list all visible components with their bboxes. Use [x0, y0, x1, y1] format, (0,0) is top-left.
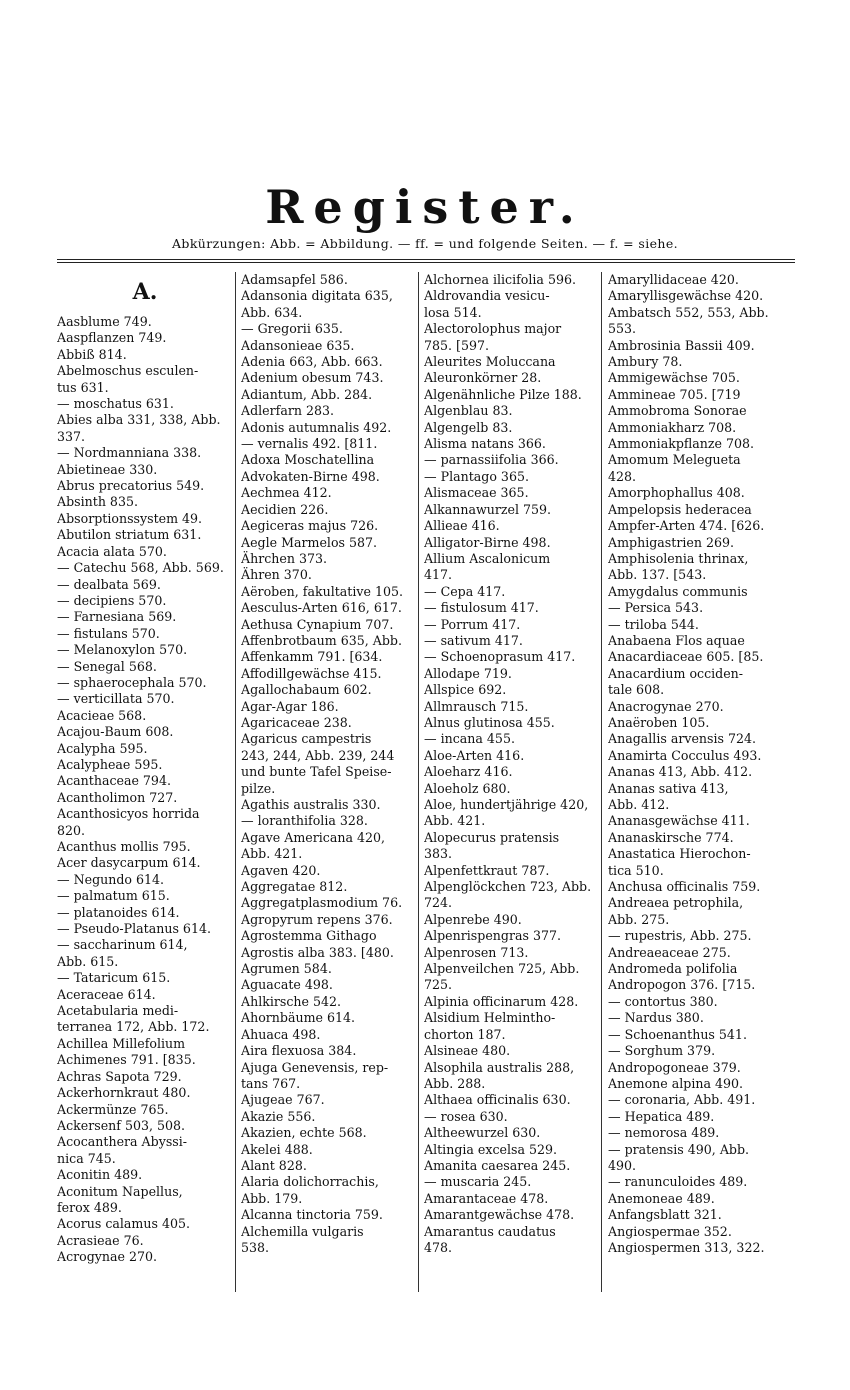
- index-entry: Alpenrispengras 377.: [424, 928, 561, 944]
- index-entry: Anabaena Flos aquae: [608, 632, 745, 648]
- index-entry: Andromeda polifolia: [608, 961, 738, 977]
- index-entry: — decipiens 570.: [57, 592, 167, 608]
- index-entry: Acanthus mollis 795.: [57, 839, 191, 854]
- index-entry: Ackermünze 765.: [57, 1101, 169, 1117]
- index-entry: — Catechu 568, Abb. 569.: [57, 560, 224, 576]
- index-entry: Aasblume 749.: [57, 314, 152, 329]
- index-entry: Ährchen 373.: [241, 550, 327, 566]
- index-entry: — muscaria 245.: [424, 1174, 532, 1190]
- index-entry: Alpenrebe 490.: [424, 911, 522, 927]
- index-entry: Agallochabaum 602.: [241, 682, 372, 698]
- index-entry: Alpenveilchen 725, Abb.: [424, 961, 580, 977]
- page-title: Register.: [265, 180, 585, 234]
- index-entry: Ahlkirsche 542.: [241, 993, 342, 1009]
- index-entry: — fistulosum 417.: [424, 600, 539, 616]
- index-entry: Alpenrosen 713.: [424, 944, 529, 960]
- index-entry: Alaria dolichorrachis,: [241, 1174, 379, 1190]
- index-entry: — Melanoxylon 570.: [57, 642, 188, 658]
- index-entry: Adansonia digitata 635,: [241, 288, 393, 304]
- index-entry: — triloba 544.: [608, 616, 699, 632]
- index-entry: — Schoenanthus 541.: [608, 1026, 747, 1042]
- index-entry: tans 767.: [241, 1075, 301, 1091]
- index-entry: Amygdalus communis: [608, 583, 748, 599]
- index-entry: — Negundo 614.: [57, 871, 165, 887]
- index-entry: Acer dasycarpum 614.: [57, 855, 201, 871]
- index-entry: tica 510.: [608, 862, 664, 878]
- index-entry: Achimenes 791. [835.: [57, 1052, 196, 1068]
- index-entry: Allium Ascalonicum: [424, 550, 551, 566]
- index-entry: Aceraceae 614.: [57, 986, 156, 1002]
- index-entry: 490.: [608, 1157, 637, 1173]
- index-entry: Alpenglöckchen 723, Abb.: [424, 879, 592, 895]
- index-entry: Agathis australis 330.: [241, 797, 381, 812]
- index-entry: Andreaea petrophila,: [608, 895, 744, 911]
- header-rule: [57, 259, 795, 260]
- index-entry: Abb. 288.: [424, 1075, 486, 1091]
- index-entry: Ambatsch 552, 553, Abb.: [608, 304, 769, 320]
- index-entry: Acrasieae 76.: [57, 1232, 144, 1248]
- index-entry: — Farnesiana 569.: [57, 609, 177, 625]
- index-entry: tale 608.: [608, 682, 665, 698]
- index-entry: Aloeharz 416.: [424, 764, 513, 780]
- index-entry: Ähren 370.: [241, 567, 312, 583]
- index-column-1: [57, 272, 233, 1282]
- index-entry: Allodape 719.: [424, 665, 512, 681]
- index-entry: — nemorosa 489.: [608, 1125, 720, 1141]
- index-entry: Abb. 615.: [57, 953, 119, 969]
- index-entry: Andropogoneae 379.: [608, 1059, 741, 1075]
- index-entry: Amorphophallus 408.: [608, 485, 745, 501]
- index-entry: Agaricus campestris: [241, 731, 372, 747]
- index-entry: Acanthaceae 794.: [57, 773, 171, 789]
- index-entry: Adoxa Moschatellina: [241, 452, 375, 468]
- index-entry: Akelei 488.: [241, 1141, 313, 1157]
- index-entry: Aesculus-Arten 616, 617.: [241, 600, 402, 616]
- index-entry: Aloe-Arten 416.: [424, 747, 525, 763]
- index-entry: — Nardus 380.: [608, 1010, 704, 1026]
- index-entry: Anemone alpina 490.: [608, 1075, 744, 1091]
- index-entry: Ammoniakpflanze 708.: [608, 436, 755, 452]
- index-entry: Adamsapfel 586.: [241, 272, 348, 287]
- index-entry: Anaëroben 105.: [608, 714, 710, 730]
- index-entry: Anagallis arvensis 724.: [608, 731, 757, 747]
- index-entry: tus 631.: [57, 379, 109, 395]
- index-entry: Alnus glutinosa 455.: [424, 714, 555, 730]
- index-entry: — moschatus 631.: [57, 396, 174, 412]
- index-entry: 428.: [608, 468, 637, 484]
- index-entry: Agave Americana 420,: [241, 829, 385, 845]
- index-entry: Aggregatplasmodium 76.: [241, 895, 403, 911]
- index-entry: Acacieae 568.: [57, 707, 147, 723]
- index-entry: Agrostis alba 383. [480.: [241, 944, 394, 960]
- index-entry: Ajuga Genevensis, rep-: [241, 1059, 389, 1075]
- index-entry: Alsineae 480.: [424, 1043, 511, 1059]
- index-entry: Aloe, hundertjährige 420,: [424, 797, 589, 812]
- index-entry: Acanthosicyos horrida: [57, 806, 200, 822]
- index-entry: Agaven 420.: [241, 862, 321, 878]
- index-entry: 478.: [424, 1239, 453, 1255]
- index-entry: Alopecurus pratensis: [424, 829, 560, 845]
- index-entry: Agrostemma Githago: [241, 928, 377, 944]
- index-entry: Anamirta Cocculus 493.: [608, 747, 762, 763]
- index-entry: Adenia 663, Abb. 663.: [241, 354, 383, 370]
- index-entry: Aëroben, fakultative 105.: [241, 583, 403, 599]
- index-entry: Ampfer-Arten 474. [626.: [608, 518, 765, 534]
- index-entry: — incana 455.: [424, 731, 515, 747]
- index-entry: — parnassiifolia 366.: [424, 452, 559, 468]
- index-entry: Absorptionssystem 49.: [57, 510, 203, 526]
- index-entry: Ananaskirsche 774.: [608, 829, 734, 845]
- index-entry: 820.: [57, 822, 86, 838]
- index-entry: Ahornbäume 614.: [241, 1010, 356, 1026]
- index-entry: Adlerfarn 283.: [241, 403, 335, 419]
- index-entry: Alsophila australis 288,: [424, 1059, 575, 1075]
- index-entry: Acorus calamus 405.: [57, 1216, 190, 1232]
- index-column-4: [608, 272, 798, 1282]
- index-entry: Absinth 835.: [57, 494, 138, 510]
- index-entry: Amanita caesarea 245.: [424, 1157, 571, 1173]
- index-entry: Abbiß 814.: [57, 346, 127, 362]
- index-entry: 538.: [241, 1239, 270, 1255]
- index-entry: — loranthifolia 328.: [241, 813, 368, 829]
- index-entry: Adonis autumnalis 492.: [241, 419, 392, 435]
- index-entry: Amphigastrien 269.: [608, 534, 734, 550]
- index-entry: Ahuaca 498.: [241, 1026, 321, 1042]
- index-entry: Adansonieae 635.: [241, 337, 355, 353]
- index-entry: — coronaria, Abb. 491.: [608, 1092, 756, 1108]
- index-entry: Alchornea ilicifolia 596.: [424, 272, 576, 287]
- index-entry: — Pseudo-Platanus 614.: [57, 921, 211, 937]
- index-entry: Ampelopsis hederacea: [608, 501, 752, 517]
- index-entry: Abb. 634.: [241, 304, 303, 320]
- header-rule-double: [57, 262, 795, 263]
- index-entry: Ammoniakharz 708.: [608, 419, 737, 435]
- index-entry: Ambury 78.: [608, 354, 683, 370]
- index-entry: — ranunculoides 489.: [608, 1174, 748, 1190]
- index-entry: Abrus precatorius 549.: [57, 478, 205, 494]
- index-entry: Althaea officinalis 630.: [424, 1092, 571, 1108]
- index-entry: Aegle Marmelos 587.: [241, 534, 378, 550]
- index-entry: Alpenfettkraut 787.: [424, 862, 550, 878]
- index-entry: Algenblau 83.: [424, 403, 513, 419]
- index-entry: — contortus 380.: [608, 993, 718, 1009]
- index-entry: — saccharinum 614,: [57, 937, 188, 953]
- index-entry: losa 514.: [424, 304, 482, 320]
- index-entry: Amomum Melegueta: [608, 452, 741, 468]
- index-entry: Akazie 556.: [241, 1108, 316, 1124]
- index-entry: — pratensis 490, Abb.: [608, 1141, 750, 1157]
- index-entry: Amarantgewächse 478.: [424, 1207, 575, 1223]
- index-entry: Agar-Agar 186.: [241, 698, 339, 714]
- index-entry: Acajou-Baum 608.: [57, 724, 174, 740]
- index-entry: — Plantago 365.: [424, 468, 529, 484]
- index-entry: Acantholimon 727.: [57, 789, 178, 805]
- index-columns: [57, 272, 799, 1292]
- index-entry: — rosea 630.: [424, 1108, 508, 1124]
- index-entry: Advokaten-Birne 498.: [241, 468, 380, 484]
- index-entry: — sativum 417.: [424, 632, 523, 648]
- index-entry: Alsidium Helmintho-: [424, 1010, 556, 1026]
- index-entry: Ajugeae 767.: [241, 1092, 325, 1108]
- index-entry: Abutilon striatum 631.: [57, 527, 202, 543]
- index-entry: Acrogynae 270.: [57, 1249, 158, 1265]
- index-entry: — rupestris, Abb. 275.: [608, 928, 752, 944]
- index-entry: ferox 489.: [57, 1199, 122, 1215]
- index-entry: Angiospermen 313, 322.: [608, 1239, 765, 1255]
- index-entry: Andropogon 376. [715.: [608, 977, 756, 993]
- section-letter: A.: [132, 279, 158, 305]
- index-entry: — Nordmanniana 338.: [57, 445, 202, 461]
- index-entry: Ambrosinia Bassii 409.: [608, 337, 755, 353]
- index-entry: Angiospermae 352.: [608, 1223, 732, 1239]
- index-entry: — Schoenoprasum 417.: [424, 649, 576, 665]
- index-entry: Ackerhornkraut 480.: [57, 1085, 191, 1101]
- abbreviations-line: Abkürzungen: Abb. = Abbildung. — ff. = und folgende Seiten. — f. = siehe.: [171, 236, 679, 251]
- index-entry: Allieae 416.: [424, 518, 500, 534]
- index-entry: Altingia excelsa 529.: [424, 1141, 558, 1157]
- index-entry: Alant 828.: [241, 1157, 307, 1173]
- index-entry: Aethusa Cynapium 707.: [241, 616, 394, 632]
- index-entry: Abb. 275.: [608, 911, 670, 927]
- index-entry: 417.: [424, 567, 453, 583]
- index-entry: Abb. 412.: [608, 797, 670, 812]
- index-entry: Abelmoschus esculen-: [57, 363, 199, 379]
- index-entry: Alkannawurzel 759.: [424, 501, 552, 517]
- index-entry: Abietineae 330.: [57, 461, 158, 477]
- index-entry: Amphisolenia thrinax,: [608, 550, 749, 566]
- index-entry: Aconitum Napellus,: [57, 1183, 183, 1199]
- index-entry: Abb. 421.: [241, 846, 303, 862]
- index-entry: — Sorghum 379.: [608, 1043, 716, 1059]
- index-entry: Amarantaceae 478.: [424, 1190, 549, 1206]
- index-entry: Algenähnliche Pilze 188.: [424, 386, 582, 402]
- index-entry: Aegiceras majus 726.: [241, 518, 379, 534]
- index-entry: Acalypha 595.: [57, 740, 148, 756]
- index-entry: Alectorolophus major: [424, 321, 562, 337]
- index-entry: Ananas 413, Abb. 412.: [608, 764, 753, 780]
- index-entry: Aggregatae 812.: [241, 879, 348, 895]
- index-entry: Agrumen 584.: [241, 961, 332, 977]
- index-entry: Ammobroma Sonorae: [608, 403, 747, 419]
- index-entry: Aguacate 498.: [241, 977, 333, 993]
- index-entry: Aaspflanzen 749.: [57, 330, 167, 346]
- index-entry: — Persica 543.: [608, 600, 704, 616]
- index-entry: Acocanthera Abyssi-: [57, 1134, 188, 1150]
- index-entry: Aleuronkörner 28.: [424, 370, 542, 386]
- index-column-3: [424, 272, 598, 1282]
- index-entry: Alchemilla vulgaris: [241, 1223, 364, 1239]
- index-entry: 383.: [424, 846, 453, 862]
- index-entry: — Tataricum 615.: [57, 970, 171, 986]
- index-entry: Achras Sapota 729.: [57, 1068, 182, 1084]
- index-entry: chorton 187.: [424, 1026, 506, 1042]
- index-entry: Acetabularia medi-: [57, 1003, 179, 1019]
- index-entry: Akazien, echte 568.: [241, 1125, 367, 1141]
- index-entry: Anacrogynae 270.: [608, 698, 724, 714]
- index-entry: terranea 172, Abb. 172.: [57, 1019, 210, 1035]
- index-entry: Abb. 421.: [424, 813, 486, 829]
- index-entry: Allspice 692.: [424, 682, 507, 698]
- index-entry: 724.: [424, 895, 453, 911]
- index-entry: Achillea Millefolium: [57, 1035, 186, 1051]
- index-entry: 553.: [608, 321, 637, 337]
- index-entry: Algengelb 83.: [424, 419, 513, 435]
- index-entry: Adiantum, Abb. 284.: [241, 386, 373, 402]
- index-entry: Aldrovandia vesicu-: [424, 288, 550, 304]
- index-entry: Aconitin 489.: [57, 1167, 143, 1183]
- index-entry: Amaryllisgewächse 420.: [608, 288, 764, 304]
- index-entry: Acacia alata 570.: [57, 543, 167, 559]
- index-entry: — palmatum 615.: [57, 888, 170, 904]
- index-entry: Anemoneae 489.: [608, 1190, 715, 1206]
- index-entry: Ammigewächse 705.: [608, 370, 740, 386]
- index-entry: Alismaceae 365.: [424, 485, 529, 501]
- index-entry: Anfangsblatt 321.: [608, 1207, 722, 1223]
- index-entry: — verticillata 570.: [57, 691, 175, 707]
- index-entry: 243, 244, Abb. 239, 244: [241, 747, 395, 763]
- index-column-2: [241, 272, 415, 1282]
- index-entry: — vernalis 492. [811.: [241, 436, 378, 452]
- index-entry: Ananas sativa 413,: [608, 780, 729, 796]
- index-entry: Alisma natans 366.: [424, 436, 546, 452]
- index-entry: Amarantus caudatus: [424, 1223, 556, 1239]
- index-entry: Affenbrotbaum 635, Abb.: [241, 632, 403, 648]
- index-entry: Ackersenf 503, 508.: [57, 1117, 186, 1133]
- index-entry: 785. [597.: [424, 337, 489, 353]
- index-entry: Aecidien 226.: [241, 501, 329, 517]
- index-entry: Altheewurzel 630.: [424, 1125, 541, 1141]
- index-entry: Aloeholz 680.: [424, 780, 511, 796]
- index-entry: Andreaeaceae 275.: [608, 944, 731, 960]
- index-entry: Alligator-Birne 498.: [424, 534, 551, 550]
- index-entry: Anacardium occiden-: [608, 665, 744, 681]
- index-entry: Ananasgewächse 411.: [608, 813, 750, 829]
- index-entry: — Hepatica 489.: [608, 1108, 715, 1124]
- index-entry: Aleurites Moluccana: [424, 354, 556, 370]
- index-entry: — fistulans 570.: [57, 625, 160, 641]
- index-entry: — platanoides 614.: [57, 904, 180, 920]
- index-entry: nica 745.: [57, 1150, 116, 1166]
- index-entry: Agaricaceae 238.: [241, 714, 352, 730]
- index-entry: Amaryllidaceae 420.: [608, 272, 739, 287]
- index-entry: Ammineae 705. [719: [608, 386, 741, 402]
- index-entry: Agropyrum repens 376.: [241, 911, 393, 927]
- index-entry: — Cepa 417.: [424, 583, 506, 599]
- index-entry: Affenkamm 791. [634.: [241, 649, 383, 665]
- index-entry: Anchusa officinalis 759.: [608, 879, 761, 895]
- index-entry: — sphaerocephala 570.: [57, 674, 207, 690]
- index-entry: Aechmea 412.: [241, 485, 332, 501]
- index-entry: pilze.: [241, 780, 276, 796]
- index-entry: Abb. 179.: [241, 1190, 303, 1206]
- index-entry: Abies alba 331, 338, Abb.: [57, 412, 221, 428]
- index-entry: — Gregorii 635.: [241, 321, 343, 337]
- index-entry: Aira flexuosa 384.: [241, 1043, 357, 1059]
- index-entry: Anacardiaceae 605. [85.: [608, 649, 764, 665]
- index-entry: — Senegal 568.: [57, 658, 157, 674]
- index-entry: 725.: [424, 977, 453, 993]
- index-entry: Anastatica Hierochon-: [608, 846, 751, 862]
- index-entry: und bunte Tafel Speise-: [241, 764, 392, 780]
- index-entry: Allmrausch 715.: [424, 698, 529, 714]
- index-entry: Adenium obesum 743.: [241, 370, 384, 386]
- index-entry: — Porrum 417.: [424, 616, 521, 632]
- index-entry: Abb. 137. [543.: [608, 567, 707, 583]
- index-entry: 337.: [57, 428, 86, 444]
- index-entry: Affodillgewächse 415.: [241, 665, 382, 681]
- index-entry: Alcanna tinctoria 759.: [241, 1207, 383, 1223]
- index-entry: — dealbata 569.: [57, 576, 161, 592]
- index-entry: Alpinia officinarum 428.: [424, 993, 579, 1009]
- index-entry: Acalypheae 595.: [57, 756, 163, 772]
